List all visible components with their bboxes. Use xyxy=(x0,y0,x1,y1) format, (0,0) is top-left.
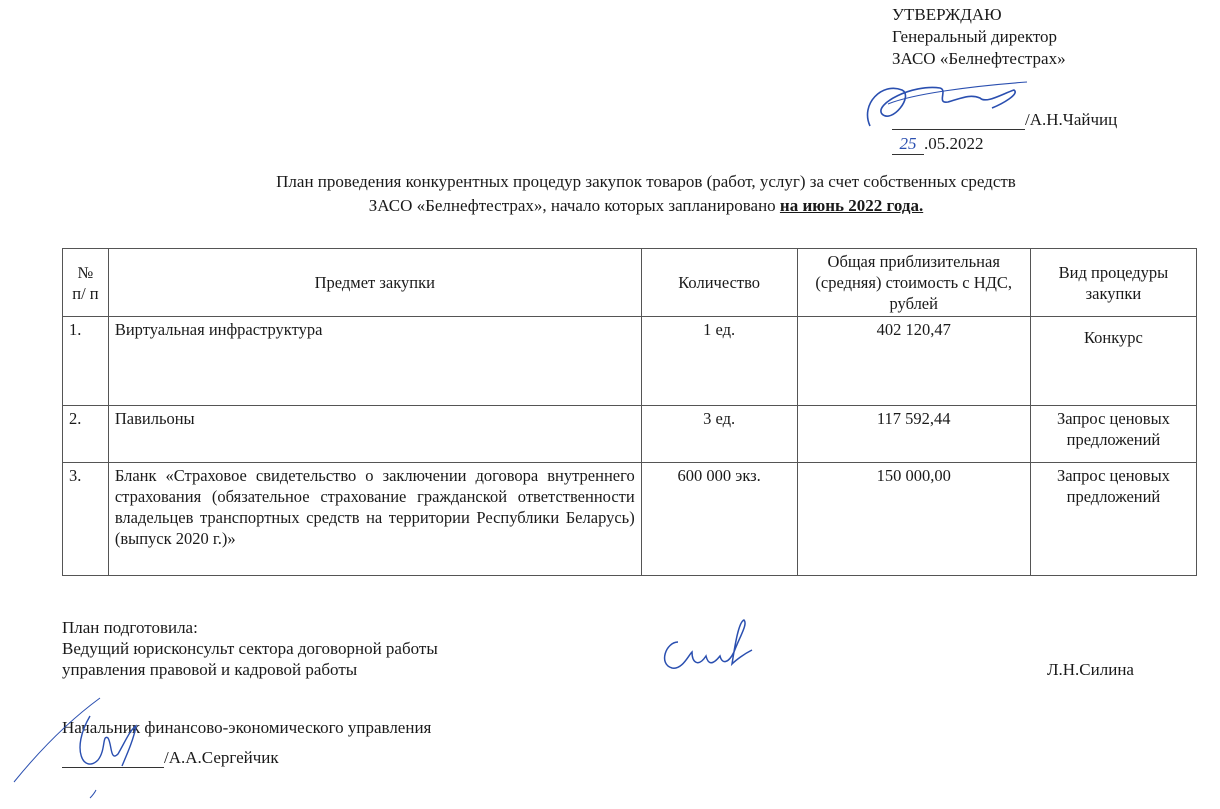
document-title xyxy=(0,170,1220,218)
title-line-2-text: ЗАСО «Белнефтестрах», начало которых запланировано xyxy=(368,196,780,215)
approval-signer: /А.Н.Чайчиц xyxy=(1025,110,1118,129)
approval-company: ЗАСО «Белнефтестрах» xyxy=(892,49,1066,68)
approval-signature-line xyxy=(892,110,1117,130)
table-header-row xyxy=(63,249,1197,317)
procurement-table xyxy=(62,248,1197,576)
chief-name: /А.А.Сергейчик xyxy=(164,748,279,767)
prepared-label: План подготовила: xyxy=(62,618,198,637)
row-type: Конкурс xyxy=(1030,317,1196,406)
approval-date xyxy=(892,134,984,155)
row-num: 3. xyxy=(63,463,109,576)
prepared-position-1: Ведущий юрисконсульт сектора договорной работы xyxy=(62,639,438,658)
row-cost: 117 592,44 xyxy=(797,406,1030,463)
header-num: № п/ п xyxy=(63,249,109,317)
table-row xyxy=(63,317,1197,406)
signature-blank xyxy=(892,113,1025,130)
table-row xyxy=(63,463,1197,576)
director-signature-icon xyxy=(852,64,1042,144)
row-qty: 1 ед. xyxy=(641,317,797,406)
signature-blank xyxy=(62,751,164,768)
row-subject: Павильоны xyxy=(108,406,641,463)
chief-signature-line xyxy=(62,748,279,768)
approval-date-rest: .05.2022 xyxy=(924,134,984,153)
row-cost: 402 120,47 xyxy=(797,317,1030,406)
title-line-2 xyxy=(0,194,1220,218)
approval-position: Генеральный директор xyxy=(892,27,1058,46)
approval-block xyxy=(892,4,1066,70)
prepared-position-2: управления правовой и кадровой работы xyxy=(62,660,358,679)
title-period: на июнь 2022 года. xyxy=(779,196,924,215)
header-cost: Общая приблизительная (средняя) стоимость с НДС, рублей xyxy=(797,249,1030,317)
row-cost: 150 000,00 xyxy=(797,463,1030,576)
preparer-signature-icon xyxy=(648,612,758,682)
row-type: Запрос ценовых предложений xyxy=(1030,463,1196,576)
chief-position: Начальник финансово-экономического управления xyxy=(62,718,432,737)
approval-date-day: 25 xyxy=(892,134,924,155)
header-subject: Предмет закупки xyxy=(108,249,641,317)
prepared-block xyxy=(62,617,438,680)
table-row xyxy=(63,406,1197,463)
chief-signature-icon xyxy=(10,690,160,800)
header-type: Вид процедуры закупки xyxy=(1030,249,1196,317)
row-qty: 600 000 экз. xyxy=(641,463,797,576)
row-subject: Виртуальная инфраструктура xyxy=(108,317,641,406)
header-qty: Количество xyxy=(641,249,797,317)
preparer-name: Л.Н.Силина xyxy=(1047,660,1134,679)
approval-heading: УТВЕРЖДАЮ xyxy=(892,5,1002,24)
row-subject: Бланк «Страховое свидетельство о заключении договора внутреннего страхования (обязательное страхование гражданской ответственности владельцев транспортных средств на территории Республики Беларусь) (выпуск 2020 г.)» xyxy=(108,463,641,576)
row-num: 2. xyxy=(63,406,109,463)
row-num: 1. xyxy=(63,317,109,406)
row-qty: 3 ед. xyxy=(641,406,797,463)
row-type: Запрос ценовых предложений xyxy=(1030,406,1196,463)
title-line-1: План проведения конкурентных процедур закупок товаров (работ, услуг) за счет собственных средств xyxy=(276,172,1016,191)
